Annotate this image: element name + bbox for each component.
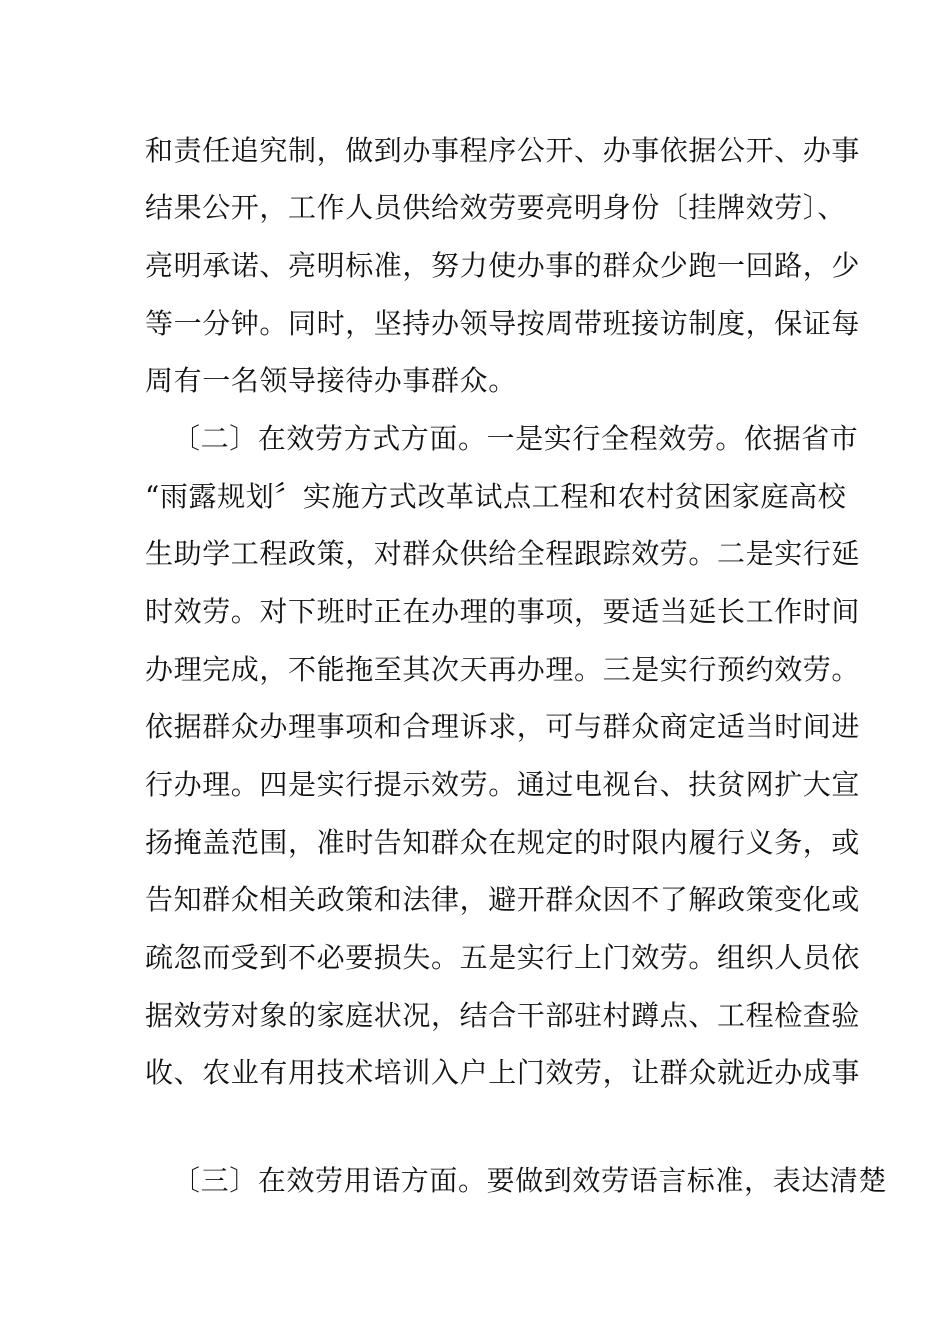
text-line: 周有一名领导接待办事群众。 bbox=[145, 364, 517, 397]
text-line: 等一分钟。同时，坚持办领导按周带班接访制度，保证每 bbox=[145, 307, 861, 340]
text-line: 亮明承诺、亮明标准，努力使办事的群众少跑一回路，少 bbox=[145, 249, 861, 282]
text-line: 依据群众办理事项和合理诉求，可与群众商定适当时间进 bbox=[145, 710, 861, 743]
text-line: 办理完成，不能拖至其次天再办理。三是实行预约效劳。 bbox=[145, 653, 861, 686]
text-line: 结果公开，工作人员供给效劳要亮明身份〔挂牌效劳〕、 bbox=[145, 191, 847, 224]
text-line: 收、农业有用技术培训入户上门效劳，让群众就近办成事 bbox=[145, 1056, 861, 1089]
text-line: 行办理。四是实行提示效劳。通过电视台、扶贫网扩大宣 bbox=[145, 768, 861, 801]
text-line: 扬掩盖范围，准时告知群众在规定的时限内履行义务，或 bbox=[145, 826, 861, 859]
text-line: 和责任追究制，做到办事程序公开、办事依据公开、办事 bbox=[145, 134, 861, 167]
text-line: 疏忽而受到不必要损失。五是实行上门效劳。组织人员依 bbox=[145, 941, 861, 974]
text-line: 时效劳。对下班时正在办理的事项，要适当延长工作时间 bbox=[145, 595, 861, 628]
text-line: 生助学工程政策，对群众供给全程跟踪效劳。二是实行延 bbox=[145, 537, 861, 570]
text-line: “雨露规划〞实施方式改革试点工程和农村贫困家庭高校 bbox=[145, 480, 847, 513]
text-line: 告知群众相关政策和法律，避开群众因不了解政策变化或 bbox=[145, 883, 861, 916]
text-line: 〔三〕在效劳用语方面。要做到效劳语言标准，表达清楚 bbox=[172, 1164, 888, 1197]
text-line: 据效劳对象的家庭状况，结合干部驻村蹲点、工程检查验 bbox=[145, 999, 861, 1032]
text-line: 〔二〕在效劳方式方面。一是实行全程效劳。依据省市 bbox=[172, 422, 859, 455]
